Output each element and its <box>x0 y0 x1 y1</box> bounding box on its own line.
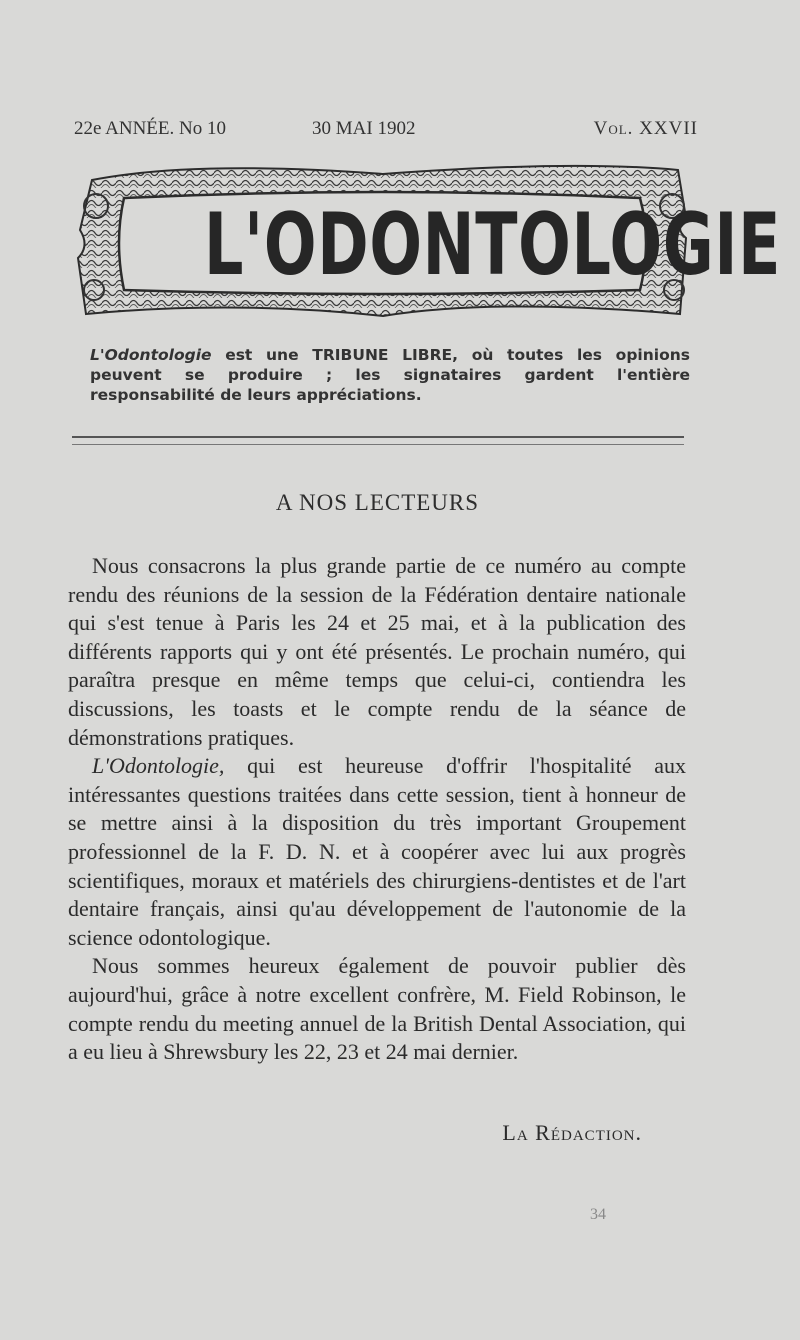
journal-title: L'ODONTOLOGIE <box>204 195 782 295</box>
paragraph-2-journal: L'Odontologie, <box>92 753 225 779</box>
paragraph-2 <box>68 752 686 952</box>
issue-date: 30 MAI 1902 <box>312 118 416 139</box>
issue-volume: Vol. XXVII <box>593 118 698 139</box>
article-title: A NOS LECTEURS <box>275 490 480 515</box>
separator-rule <box>72 436 684 445</box>
issue-header <box>74 118 698 144</box>
paragraph-1: Nous consacrons la plus grande partie de ce numéro au compte rendu des réunions de la session de la Fédération dentaire nationale qui s'est tenue à Paris les 24 et 25 mai, et à la publication des différents rapports qui y ont été présentés. Le prochain numéro, qui paraîtra presque en même temps que celui-ci, contiendra les discussions, les toasts et le compte rendu de la séance de démonstrations pratiques. <box>68 553 686 750</box>
signature: La Rédaction. <box>502 1120 642 1145</box>
editorial-notice <box>90 345 690 405</box>
article-body <box>68 552 686 1067</box>
page-number: 34 <box>590 1206 606 1223</box>
notice-journal-name: L'Odontologie <box>90 346 212 364</box>
notice-text: est une TRIBUNE LIBRE, où toutes les opinions peuvent se produire ; les signataires gardent l'entière responsabilité de leurs appréciations. <box>90 346 690 404</box>
paragraph-2-text: qui est heureuse d'offrir l'hospitalité aux intéressantes questions traitées dans cette session, tient à honneur de se mettre ainsi à la disposition du très important Groupement professionnel de la F. D. N. et à coopérer avec lui aux progrès scientifiques, moraux et matériels des chirurgiens-dentistes et de l'art dentaire français, ainsi qu'au développement de l'autonomie de la science odontologique. <box>68 753 686 950</box>
issue-year-number: 22e ANNÉE. No 10 <box>74 118 226 139</box>
paragraph-3: Nous sommes heureux également de pouvoir publier dès aujourd'hui, grâce à notre excellent confrère, M. Field Robinson, le compte rendu du meeting annuel de la British Dental Association, qui a eu lieu à Shrewsbury les 22, 23 et 24 mai dernier. <box>68 953 686 1065</box>
masthead <box>74 158 782 328</box>
